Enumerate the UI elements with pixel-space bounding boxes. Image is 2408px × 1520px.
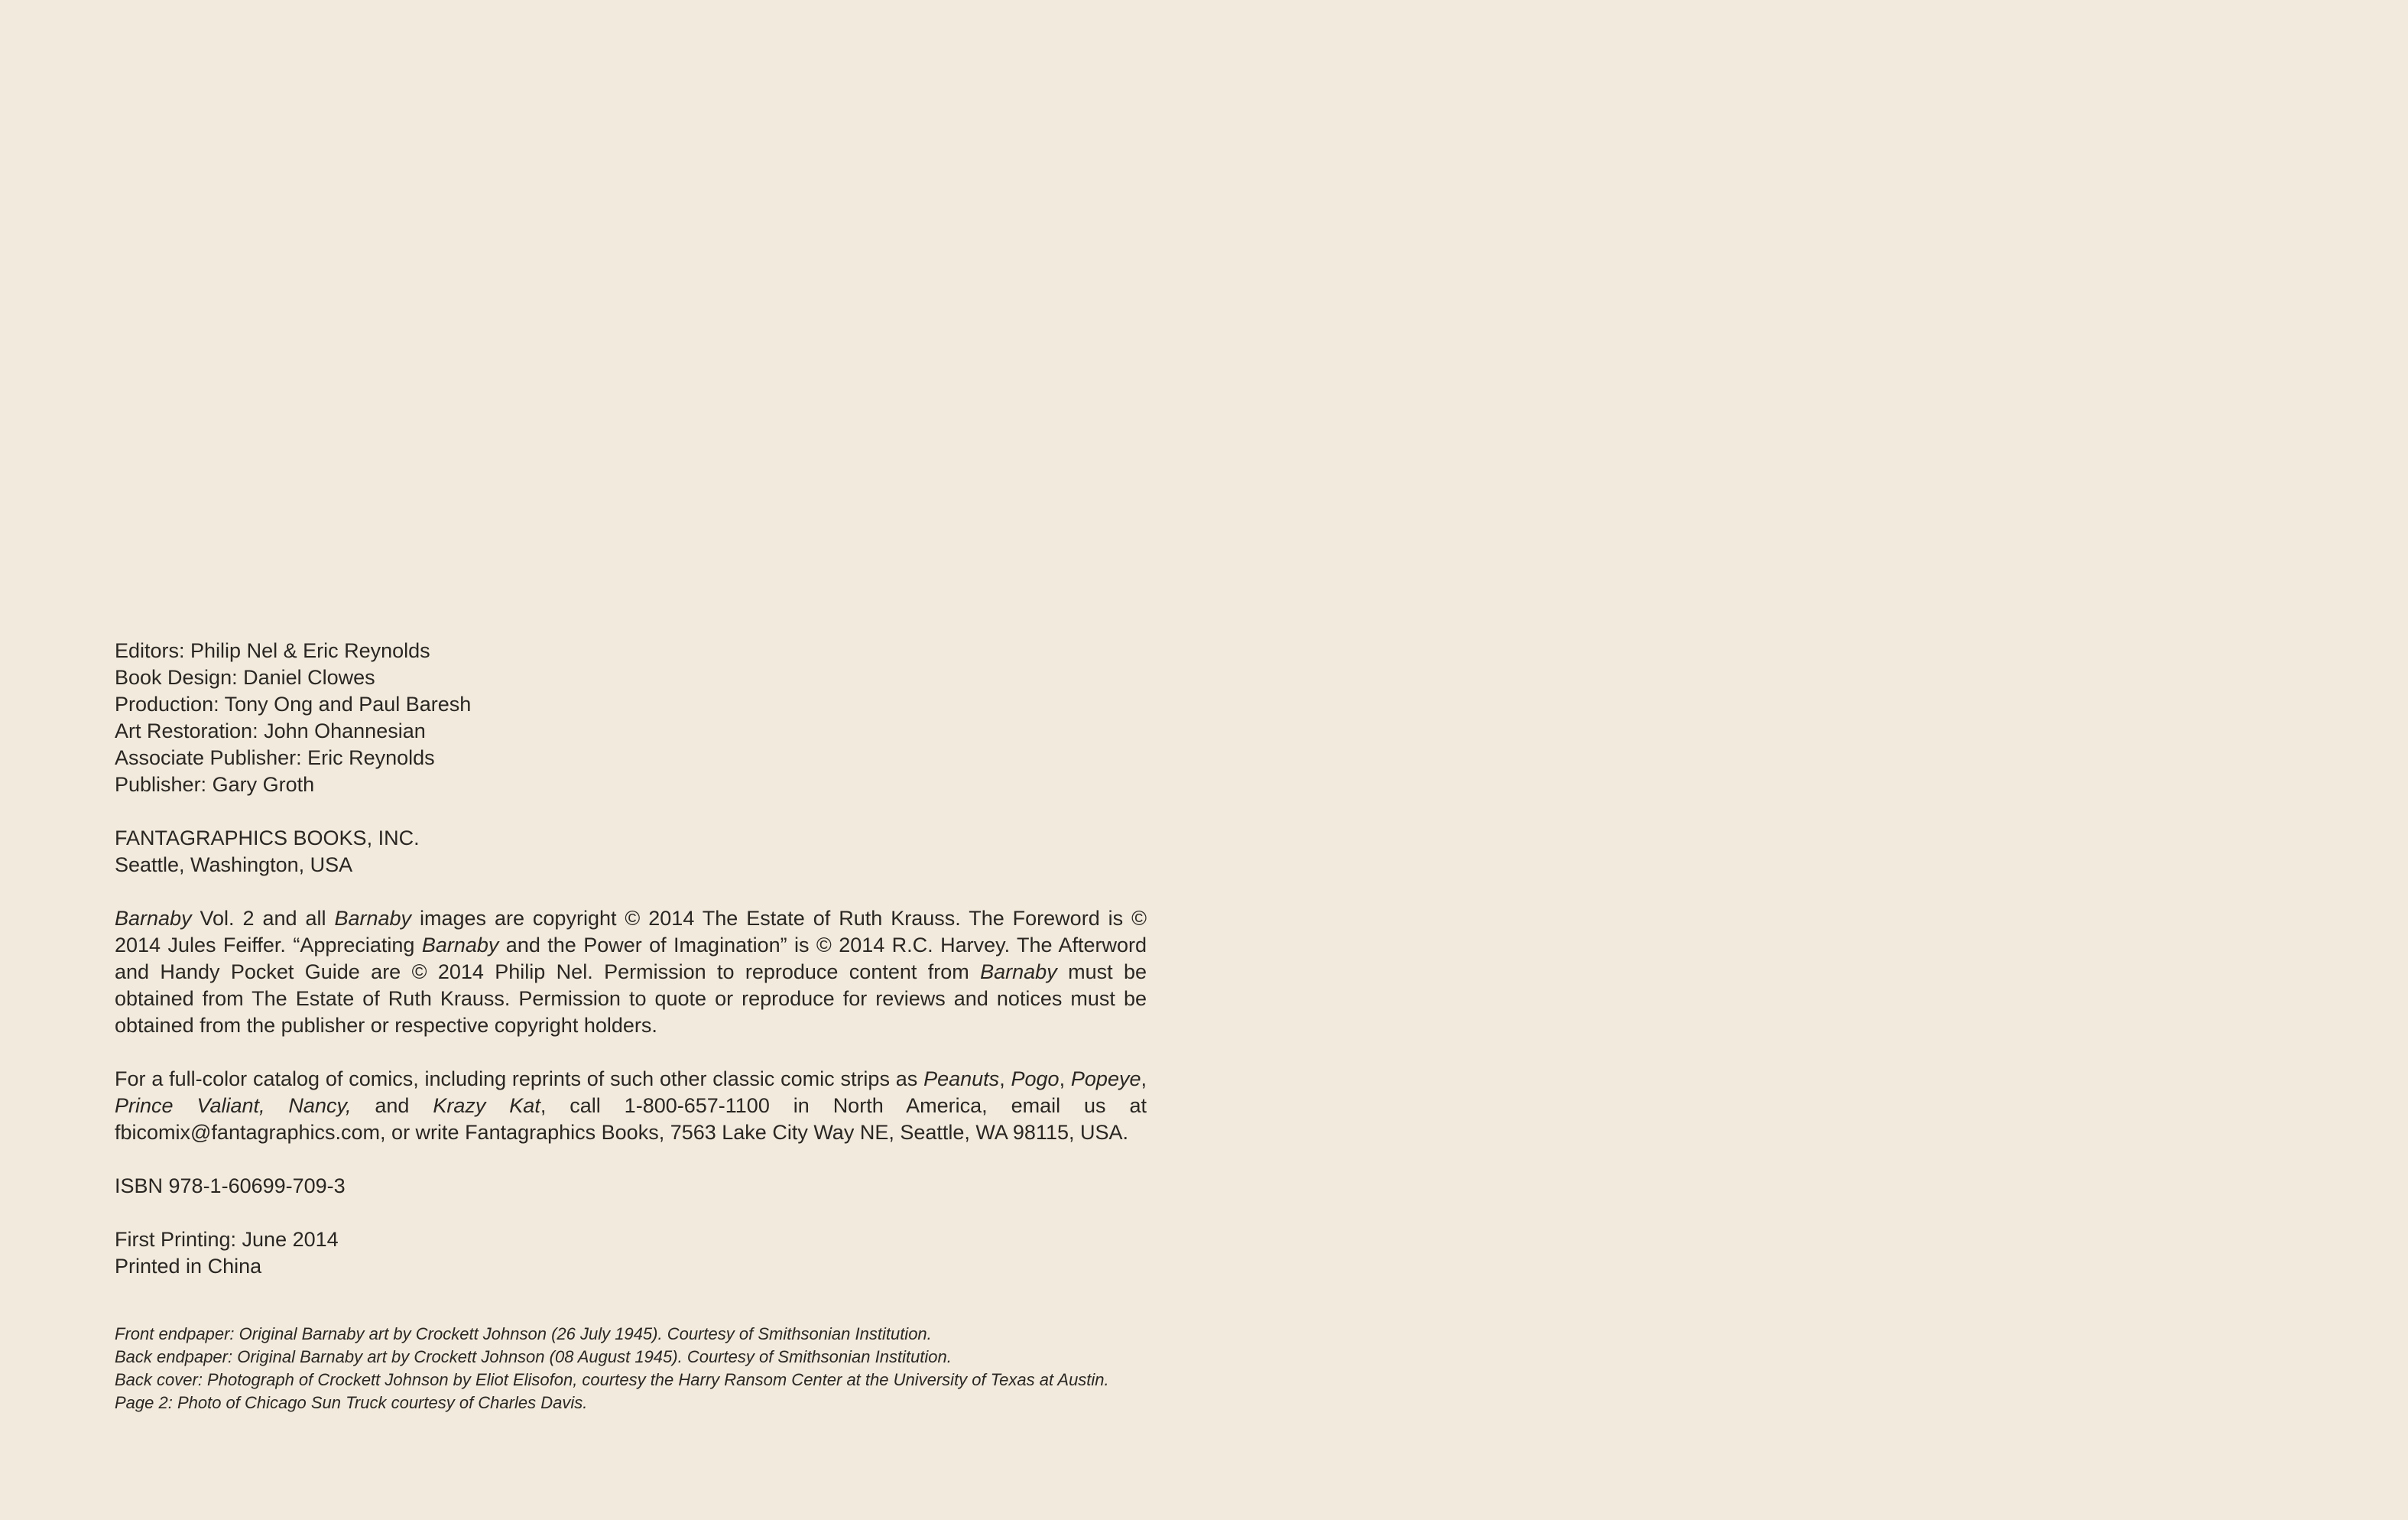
- credit-associate-publisher: Associate Publisher: Eric Reynolds: [115, 746, 435, 769]
- credit-book-design: Book Design: Daniel Clowes: [115, 666, 375, 689]
- image-credits-notes: [115, 1323, 1185, 1414]
- isbn: ISBN 978-1-60699-709-3: [115, 1174, 346, 1197]
- catalog-text: , call 1-800-657-1100 in North America, email us at fbicomix@fantagraphics.com, or write Fantagraphics Books, 7563 Lake City Way NE, Seattle, WA 98115, USA.: [115, 1094, 1147, 1144]
- printing-info: [115, 1226, 1147, 1280]
- title-pogo: Pogo: [1011, 1067, 1060, 1090]
- credit-editors: Editors: Philip Nel & Eric Reynolds: [115, 639, 430, 662]
- copyright-paragraph: [115, 905, 1147, 1039]
- title-krazy-kat: Krazy Kat: [433, 1094, 540, 1117]
- title-peanuts: Peanuts: [923, 1067, 1000, 1090]
- catalog-text: ,: [999, 1067, 1011, 1090]
- first-printing: First Printing: June 2014: [115, 1228, 339, 1251]
- publisher-location: Seattle, Washington, USA: [115, 853, 353, 876]
- credits-list: [115, 638, 1147, 798]
- title-popeye: Popeye: [1070, 1067, 1141, 1090]
- printed-in: Printed in China: [115, 1255, 262, 1278]
- title-prince-valiant-nancy: Prince Valiant, Nancy,: [115, 1094, 352, 1117]
- catalog-paragraph: [115, 1066, 1147, 1146]
- catalog-text: and: [351, 1094, 433, 1117]
- copyright-text: Vol. 2 and all: [191, 907, 335, 930]
- copyright-text: images are copyright © 2014 The Estate of Ruth Krauss. The Foreword is © 2014 Jules Feiffer. “Appreciating: [115, 907, 1147, 956]
- note-page-2: Page 2: Photo of Chicago Sun Truck courtesy of Charles Davis.: [115, 1393, 588, 1412]
- title-barnaby: Barnaby: [421, 934, 499, 956]
- title-barnaby: Barnaby: [115, 907, 192, 930]
- credit-production: Production: Tony Ong and Paul Baresh: [115, 693, 472, 716]
- note-back-endpaper: Back endpaper: Original Barnaby art by Crockett Johnson (08 August 1945). Courtesy of Smithsonian Institution.: [115, 1347, 952, 1366]
- catalog-text: ,: [1141, 1067, 1147, 1090]
- note-back-cover: Back cover: Photograph of Crockett Johnson by Eliot Elisofon, courtesy the Harry Ransom Center at the University of Texas at Austin.: [115, 1370, 1109, 1389]
- publisher-info: [115, 825, 1147, 879]
- copyright-text-block: [115, 638, 1147, 1280]
- catalog-text: ,: [1059, 1067, 1071, 1090]
- copyright-text: and the Power of Imagination” is © 2014 R.C. Harvey. The Afterword and Handy Pocket Guide are © 2014 Philip Nel. Permission to reproduce content from: [115, 934, 1147, 983]
- title-barnaby: Barnaby: [334, 907, 412, 930]
- publisher-name: FANTAGRAPHICS BOOKS, INC.: [115, 827, 420, 849]
- credit-art-restoration: Art Restoration: John Ohannesian: [115, 719, 426, 742]
- credit-publisher: Publisher: Gary Groth: [115, 773, 315, 796]
- note-front-endpaper: Front endpaper: Original Barnaby art by Crockett Johnson (26 July 1945). Courtesy of Smithsonian Institution.: [115, 1324, 932, 1343]
- copyright-text: must be obtained from The Estate of Ruth Krauss. Permission to quote or reproduce for reviews and notices must be obtained from the publisher or respective copyright holders.: [115, 960, 1147, 1037]
- catalog-text: For a full-color catalog of comics, including reprints of such other classic comic strips as: [115, 1067, 924, 1090]
- title-barnaby: Barnaby: [980, 960, 1057, 983]
